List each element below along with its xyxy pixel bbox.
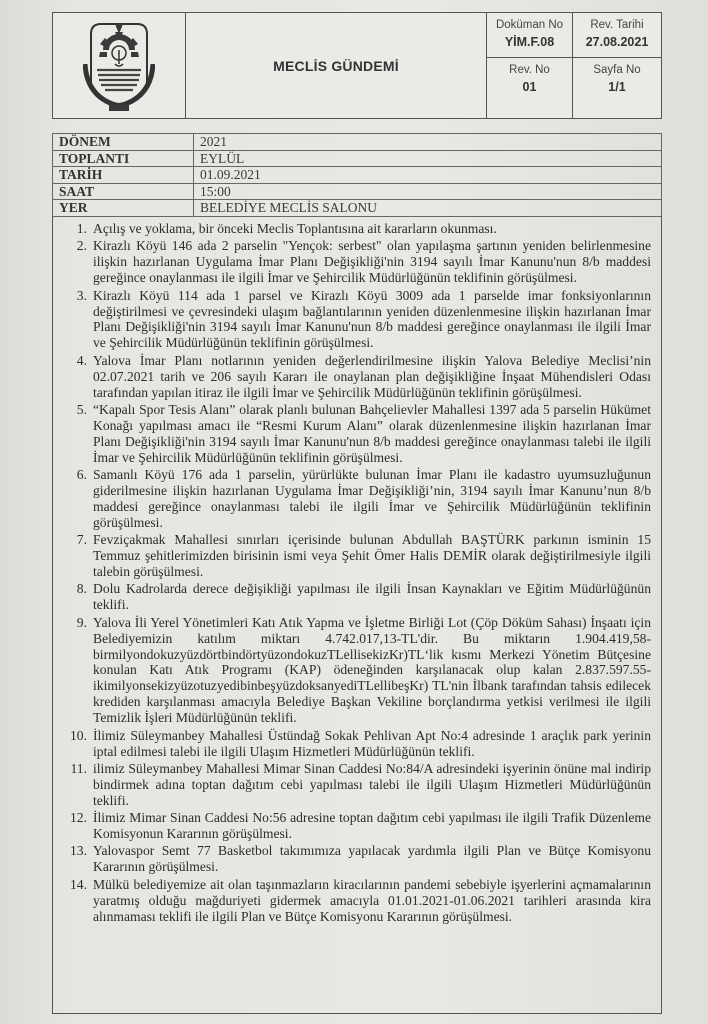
rev-no-value: 01	[522, 80, 537, 94]
agenda-item-number: 12.	[70, 810, 87, 826]
document-no-label: Doküman No	[495, 19, 564, 31]
rev-date-label: Rev. Tarihi	[590, 19, 644, 31]
document-header	[52, 12, 662, 119]
page-no-cell	[573, 58, 661, 118]
logo-cell	[53, 13, 186, 118]
agenda-item-number: 7.	[76, 532, 87, 548]
rev-date-cell	[573, 13, 661, 58]
agenda-item	[53, 728, 651, 760]
agenda-item-number: 13.	[70, 843, 87, 859]
agenda-item	[53, 221, 651, 237]
agenda-item-number: 5.	[76, 401, 87, 417]
agenda-item-text: Yalova İmar Planı notlarının yeniden değerlendirilmesine ilişkin Yalova Belediye Meclisi’nin 02.07.2021 tarih ve 206 sayılı Kararı ile onaylanan plan değişikliğine İnşaat Mühendisleri Odası tarafından yapılan itiraz ile ilgili İmar ve Şehircilik Müdürlüğünün teklifinin görüşülmesi.	[93, 352, 651, 400]
info-label: SAAT	[53, 183, 194, 200]
document-no-cell	[487, 13, 573, 58]
agenda-item	[53, 402, 651, 466]
agenda-item-text: Fevziçakmak Mahallesi sınırları içerisinde bulunan Abdullah BAŞTÜRK parkının isminin 15 Temmuz şehitlerimizden birisinin ismi veya Şehit Ömer Halis DEMİR olarak değiştirilmesiyle ilgili talebin görüşülmesi.	[93, 532, 651, 580]
info-label: TOPLANTI	[53, 150, 194, 167]
agenda-item	[53, 532, 651, 580]
info-label: YER	[53, 200, 194, 217]
agenda-item-text: Yalova İli Yerel Yönetimleri Katı Atık Yapma ve İşletme Birliği Lot (Çöp Döküm Sahası) İnşaatı için Belediyemizin katılım miktarı 4.742.017,13-TL'dir. Bu miktarın 1.904.419,58-birmilyondokuzyüzdörtbindörtyüzondokuzTLellisekizKr)TL‘lik kısmı Merkezi Yönetim Bütçesine konulan Katı Atık Programı (KAP) ödeneğinden karşılanacak olup kalan 2.837.597.55-ikimilyonsekizyüzotuzyedibinbeşyüzdoksanyediTLellibeşKr) TL'nin İlbank tarafından tahsis edilecek krediden karşılanması amacıyla Belediye Başkan Vekiline borçlandırma yetkisi verilmesi ile ilgili Temizlik İşleri Müdürlüğünün teklifi.	[93, 614, 651, 726]
agenda-item-text: İlimiz Süleymanbey Mahallesi Üstündağ Sokak Pehlivan Apt No:4 adresinde 1 araçlık park yerinin iptal edilmesi talebi ile ilgili Ulaşım Hizmetleri Müdürlüğünün teklifi.	[93, 727, 651, 759]
agenda-item	[53, 238, 651, 286]
agenda-item	[53, 288, 651, 352]
agenda-item-number: 8.	[76, 581, 87, 597]
agenda-list	[53, 221, 651, 924]
agenda-item-number: 1.	[76, 221, 87, 236]
agenda-item	[53, 761, 651, 809]
agenda-item-text: ilimiz Süleymanbey Mahallesi Mimar Sinan Caddesi No:84/A adresindeki işyerinin önüne mal indirip bindirmek adına toptan dağıtım cebi yapılması talebi ile ilgili Ulaşım Hizmetleri Müdürlüğünün teklifi.	[93, 760, 651, 808]
agenda-item-text: “Kapalı Spor Tesis Alanı” olarak planlı bulunan Bahçelievler Mahallesi 1397 ada 5 parselin Hükümet Konağı yapılması amacı ile “Resmi Kurum Alanı” olarak düzenlenmesine ilişkin hazırlanan İmar Planı Değişikliği'nin 3194 sayılı İmar Kanunu'nun 8/b maddesi gereğince onaylanması talebi ile ilgili İmar ve Şehircilik Müdürlüğünün teklifinin görüşülmesi.	[93, 401, 651, 465]
info-value: EYLÜL	[194, 150, 662, 167]
page-no-value: 1/1	[608, 80, 626, 94]
agenda-item	[53, 810, 651, 842]
document-no-value: YİM.F.08	[504, 35, 555, 49]
page-no-label: Sayfa No	[593, 64, 641, 76]
agenda-item-number: 6.	[76, 467, 87, 483]
info-row-donem	[53, 134, 662, 151]
agenda-section	[52, 216, 662, 1014]
agenda-item-number: 9.	[76, 614, 87, 630]
rev-no-label: Rev. No	[509, 64, 550, 76]
agenda-item-text: Mülkü belediyemize ait olan taşınmazların kiracılarının pandemi sebebiyle işyerlerini açmamalarının yaratmış olduğu mağduriyeti gidermek amacıyla 01.01.2021-01.06.2021 tarihleri arasında kira alınmaması teklifi ile ilgili Plan ve Bütçe Komisyonu Kararının görüşülmesi.	[93, 876, 651, 924]
agenda-item	[53, 353, 651, 401]
agenda-item-number: 14.	[70, 876, 87, 892]
info-row-yer	[53, 200, 662, 217]
agenda-item-text: Yalovaspor Semt 77 Basketbol takımımıza yapılacak yardımla ilgili Plan ve Bütçe Komisyonu Kararının görüşülmesi.	[93, 843, 651, 875]
info-value: BELEDİYE MECLİS SALONU	[194, 200, 662, 217]
document-title: MECLİS GÜNDEMİ	[273, 57, 399, 74]
agenda-item-number: 10.	[70, 727, 87, 743]
rev-no-cell	[487, 58, 573, 118]
agenda-item	[53, 467, 651, 531]
agenda-item-text: İlimiz Mimar Sinan Caddesi No:56 adresine toptan dağıtım cebi yapılması ile ilgili Trafik Düzenleme Komisyonun Kararının görüşülmesi.	[93, 810, 651, 842]
agenda-item	[53, 581, 651, 613]
info-row-saat	[53, 183, 662, 200]
agenda-item-number: 11.	[70, 760, 87, 776]
info-label: TARİH	[53, 167, 194, 184]
agenda-item-number: 3.	[76, 287, 87, 303]
agenda-item-number: 4.	[76, 352, 87, 368]
meeting-info-table	[52, 133, 662, 217]
agenda-item-number: 2.	[76, 238, 87, 254]
agenda-item	[53, 877, 651, 925]
agenda-item	[53, 843, 651, 875]
agenda-item-text: Açılış ve yoklama, bir önceki Meclis Toplantısına ait kararların okunması.	[93, 221, 497, 236]
yalova-municipality-logo-icon	[83, 20, 155, 112]
info-label: DÖNEM	[53, 134, 194, 151]
document-meta	[486, 13, 661, 118]
agenda-item-text: Samanlı Köyü 176 ada 1 parselin, yürürlükte bulunan İmar Planı ile kadastro uyumsuzluğunun giderilmesine ilişkin hazırlanan Uygulama İmar Değişikliği’nin, 3194 sayılı İmar Kanunu’nun 8/b maddesi gereğince onaylanması talebi ile ilgili İmar ve Şehircilik Müdürlüğünün teklifinin görüşülmesi.	[93, 467, 651, 530]
agenda-item-text: Kirazlı Köyü 146 ada 2 parselin "Yençok: serbest" olan yapılaşma şartının yeniden belirlenmesine ilişkin hazırlanan Uygulama İmar Planı Değişikliği'nin 3194 sayılı İmar Kanunu'nun 8/b maddesi gereğince onaylanması ile ilgili İmar ve Şehircilik Müdürlüğünün teklifinin görüşülmesi.	[93, 238, 651, 286]
agenda-item-text: Kirazlı Köyü 114 ada 1 parsel ve Kirazlı Köyü 3009 ada 1 parselde imar fonksiyonlarının değiştirilmesi ve çevresindeki ulaşım bağlantılarının yeniden düzenlenmesine ilişkin hazırlanan İmar Planı Değişikliği'nin 3194 sayılı İmar Kanunu'nun 8/b maddesi gereğince onaylanması ile ilgili İmar ve Şehircilik Müdürlüğünün teklifinin görüşülmesi.	[93, 287, 651, 351]
info-value: 2021	[194, 134, 662, 151]
info-value: 01.09.2021	[194, 167, 662, 184]
rev-date-value: 27.08.2021	[585, 35, 649, 49]
info-value: 15:00	[194, 183, 662, 200]
agenda-item-text: Dolu Kadrolarda derece değişikliği yapılması ile ilgili İnsan Kaynakları ve Eğitim Müdürlüğünün teklifi.	[93, 581, 651, 613]
info-row-tarih	[53, 167, 662, 184]
agenda-item	[53, 615, 651, 726]
info-row-toplanti	[53, 150, 662, 167]
